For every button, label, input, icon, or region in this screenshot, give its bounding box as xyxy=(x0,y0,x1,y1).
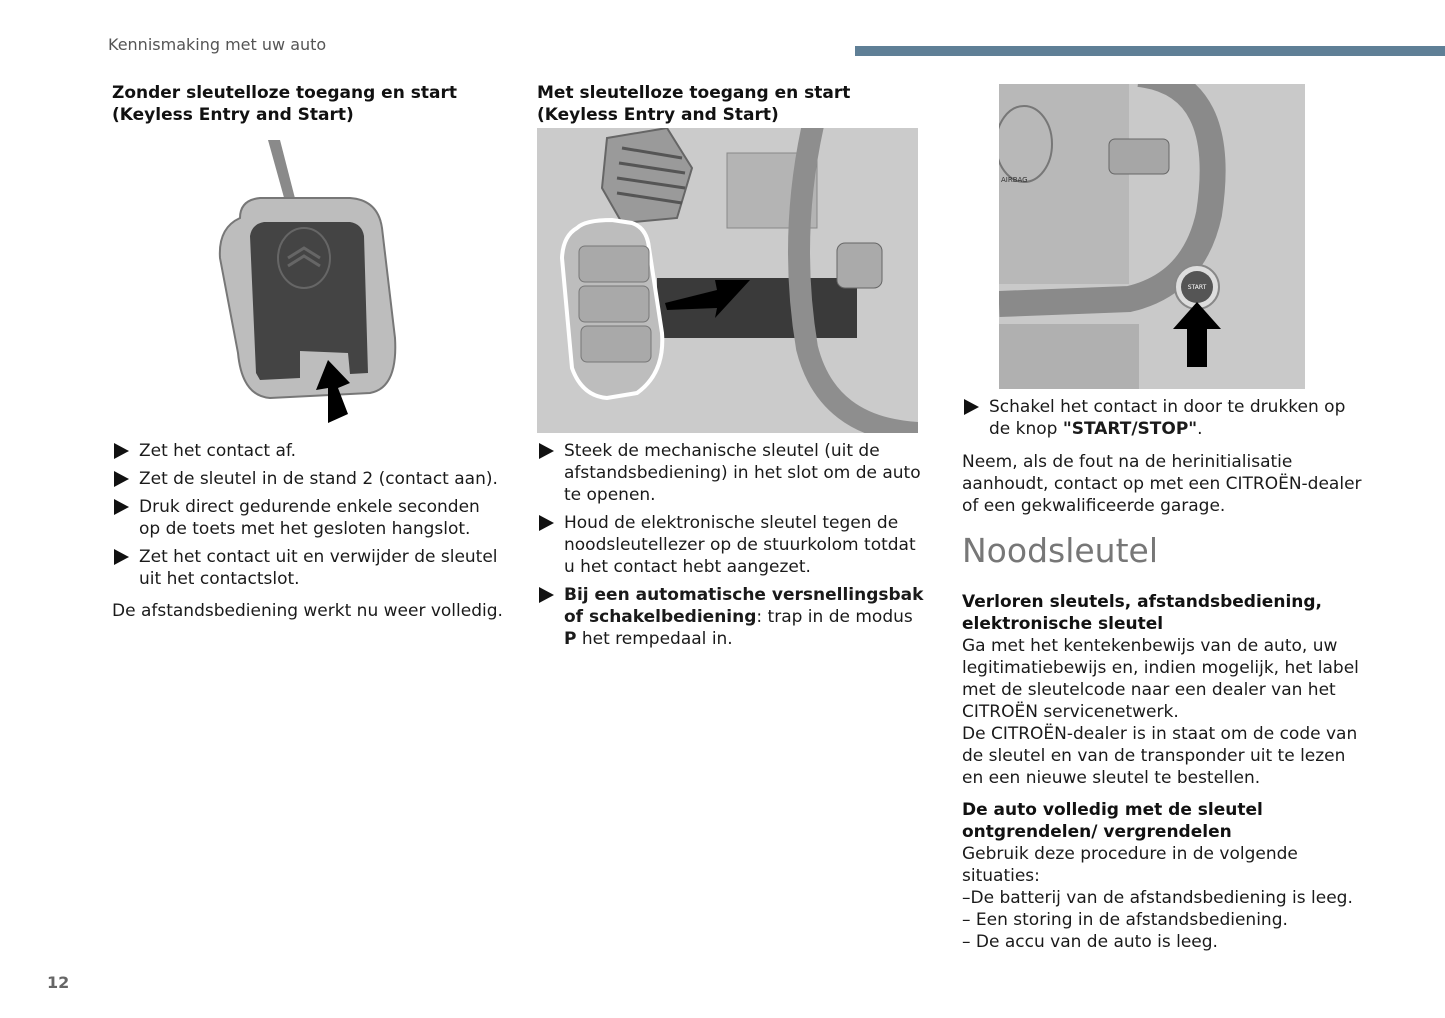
key-fob-illustration xyxy=(200,138,420,423)
instruction-list xyxy=(112,440,502,596)
dealer-note: Neem, als de fout na de herinitialisatie aanhoudt, contact op met een CITROËN-dealer of een gekwalificeerde garage. xyxy=(962,452,1362,516)
bullet-triangle-icon xyxy=(539,515,554,531)
list-item: Schakel het contact in door te drukken op de knop "START/STOP". xyxy=(962,396,1362,440)
situation-item: –De batterij van de afstandsbediening is leeg. xyxy=(962,888,1353,908)
instruction-list xyxy=(537,440,927,656)
bullet-triangle-icon xyxy=(114,499,129,515)
start-stop-illustration xyxy=(999,84,1305,389)
bullet-triangle-icon xyxy=(539,587,554,603)
bullet-triangle-icon xyxy=(114,471,129,487)
subsection-heading-lost-keys: Verloren sleutels, afstandsbediening, elektronische sleutel xyxy=(962,592,1322,634)
procedure-intro: Gebruik deze procedure in de volgende situaties: xyxy=(962,844,1298,886)
situation-item: – Een storing in de afstandsbediening. xyxy=(962,910,1288,930)
section-heading: Zonder sleutelloze toegang en start (Keyless Entry and Start) xyxy=(112,83,457,125)
svg-text:AIRBAG: AIRBAG xyxy=(1001,176,1028,184)
dashboard-key-reader-icon xyxy=(537,128,918,433)
bullet-triangle-icon xyxy=(114,443,129,459)
steering-column-illustration xyxy=(537,128,918,433)
bullet-triangle-icon xyxy=(114,549,129,565)
section-heading: Met sleutelloze toegang en start (Keyless Entry and Start) xyxy=(537,83,851,125)
lost-keys-paragraph: Ga met het kentekenbewijs van de auto, uw legitimatiebewijs en, indien mogelijk, het label met de sleutelcode naar een dealer van het CITROËN servicenetwerk. xyxy=(962,636,1359,722)
subsection-heading-manual-lock: De auto volledig met de sleutel ontgrendelen/ vergrendelen xyxy=(962,800,1263,842)
list-item: Steek de mechanische sleutel (uit de afstandsbediening) in het slot om de auto te openen. xyxy=(537,440,927,506)
start-stop-button-icon xyxy=(999,84,1305,389)
situation-item: – De accu van de auto is leeg. xyxy=(962,932,1218,952)
svg-text:START: START xyxy=(1187,284,1207,291)
list-item: Zet het contact af. xyxy=(112,440,502,462)
list-item: Druk direct gedurende enkele seconden op de toets met het gesloten hangslot. xyxy=(112,496,502,540)
list-item: Bij een automatische versnellingsbak of schakelbediening: trap in de modus P het rempedaal in. xyxy=(537,584,927,650)
key-fob-holder-icon xyxy=(200,138,420,423)
column-with-keyless xyxy=(537,82,922,126)
result-note: De afstandsbediening werkt nu weer volledig. xyxy=(112,601,503,621)
running-header: Kennismaking met uw auto xyxy=(108,35,327,54)
list-item: Houd de elektronische sleutel tegen de noodsleutellezer op de stuurkolom totdat u het contact hebt aangezet. xyxy=(537,512,927,578)
page-number: 12 xyxy=(47,973,70,992)
instruction-list xyxy=(962,396,1362,446)
noodsleutel-column xyxy=(962,451,1362,953)
list-item: Zet het contact uit en verwijder de sleutel uit het contactslot. xyxy=(112,546,502,590)
header-accent-bar xyxy=(855,46,1445,56)
column-without-keyless xyxy=(112,82,502,126)
bullet-triangle-icon xyxy=(964,399,979,415)
list-item: Zet de sleutel in de stand 2 (contact aan). xyxy=(112,468,502,490)
section-title-noodsleutel: Noodsleutel xyxy=(962,531,1159,570)
bullet-triangle-icon xyxy=(539,443,554,459)
dealer-capability-paragraph: De CITROËN-dealer is in staat om de code van de sleutel en van de transponder uit te lezen en een nieuwe sleutel te bestellen. xyxy=(962,724,1358,788)
